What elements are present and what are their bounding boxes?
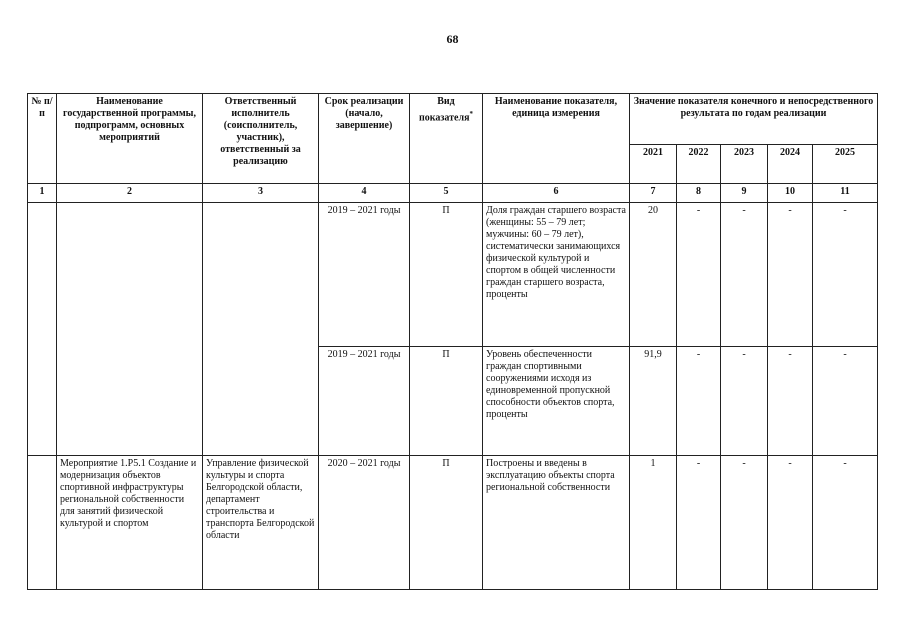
column-number: 4 — [319, 184, 410, 203]
header-values: Значение показателя конечного и непосредственного результата по годам реализации — [630, 94, 878, 145]
column-number: 7 — [630, 184, 677, 203]
value-2021: 20 — [630, 203, 677, 347]
header-number: № п/п — [28, 94, 57, 184]
value-2023: - — [721, 203, 768, 347]
period: 2019 – 2021 годы — [319, 203, 410, 347]
header-year: 2025 — [813, 145, 878, 184]
period: 2020 – 2021 годы — [319, 456, 410, 590]
column-number: 5 — [410, 184, 483, 203]
indicator-type: П — [410, 203, 483, 347]
value-2025: - — [813, 456, 878, 590]
header-indicator-name: Наименование показателя, единица измерения — [483, 94, 630, 184]
column-number: 11 — [813, 184, 878, 203]
column-number: 2 — [57, 184, 203, 203]
indicator-name: Построены и введены в эксплуатацию объекты спорта региональной собственности — [483, 456, 630, 590]
indicator-name: Доля граждан старшего возраста (женщины: 55 – 79 лет; мужчины: 60 – 79 лет), систематически занимающихся физической культурой и спортом в общей численности граждан старшего возраста, проценты — [483, 203, 630, 347]
table-row — [28, 203, 878, 347]
column-number-row — [28, 184, 878, 203]
value-2023: - — [721, 456, 768, 590]
header-year: 2022 — [677, 145, 721, 184]
column-number: 3 — [203, 184, 319, 203]
value-2021: 91,9 — [630, 347, 677, 456]
program-name — [57, 203, 203, 456]
header-indicator-type-text: Вид показателя — [418, 96, 470, 124]
value-2024: - — [768, 456, 813, 590]
value-2024: - — [768, 203, 813, 347]
column-number: 9 — [721, 184, 768, 203]
period: 2019 – 2021 годы — [319, 347, 410, 456]
value-2024: - — [768, 347, 813, 456]
column-number: 1 — [28, 184, 57, 203]
header-indicator-type — [410, 94, 483, 184]
value-2021: 1 — [630, 456, 677, 590]
page-number: 68 — [446, 32, 459, 46]
footnote-mark: * — [469, 110, 473, 118]
value-2023: - — [721, 347, 768, 456]
value-2025: - — [813, 347, 878, 456]
row-number — [28, 203, 57, 456]
indicator-name: Уровень обеспеченности граждан спортивными сооружениями исходя из единовременной пропускной способности объектов спорта, проценты — [483, 347, 630, 456]
header-executor: Ответственный исполнитель (соисполнитель, участник), ответственный за реализацию — [203, 94, 319, 184]
executor: Управление физической культуры и спорта Белгородской области, департамент строительства и транспорта Белгородской области — [203, 456, 319, 590]
indicator-type: П — [410, 456, 483, 590]
table-row — [28, 456, 878, 590]
header-year: 2023 — [721, 145, 768, 184]
header-year: 2024 — [768, 145, 813, 184]
header-year: 2021 — [630, 145, 677, 184]
value-2022: - — [677, 203, 721, 347]
indicator-type: П — [410, 347, 483, 456]
row-number — [28, 456, 57, 590]
value-2025: - — [813, 203, 878, 347]
column-number: 10 — [768, 184, 813, 203]
header-program-name: Наименование государственной программы, подпрограмм, основных мероприятий — [57, 94, 203, 184]
header-period: Срок реализации (начало, завершение) — [319, 94, 410, 184]
column-number: 8 — [677, 184, 721, 203]
value-2022: - — [677, 456, 721, 590]
column-number: 6 — [483, 184, 630, 203]
program-table — [27, 93, 878, 590]
program-name: Мероприятие 1.Р5.1 Создание и модернизация объектов спортивной инфраструктуры региональной собственности для занятий физической культурой и спортом — [57, 456, 203, 590]
value-2022: - — [677, 347, 721, 456]
executor — [203, 203, 319, 456]
